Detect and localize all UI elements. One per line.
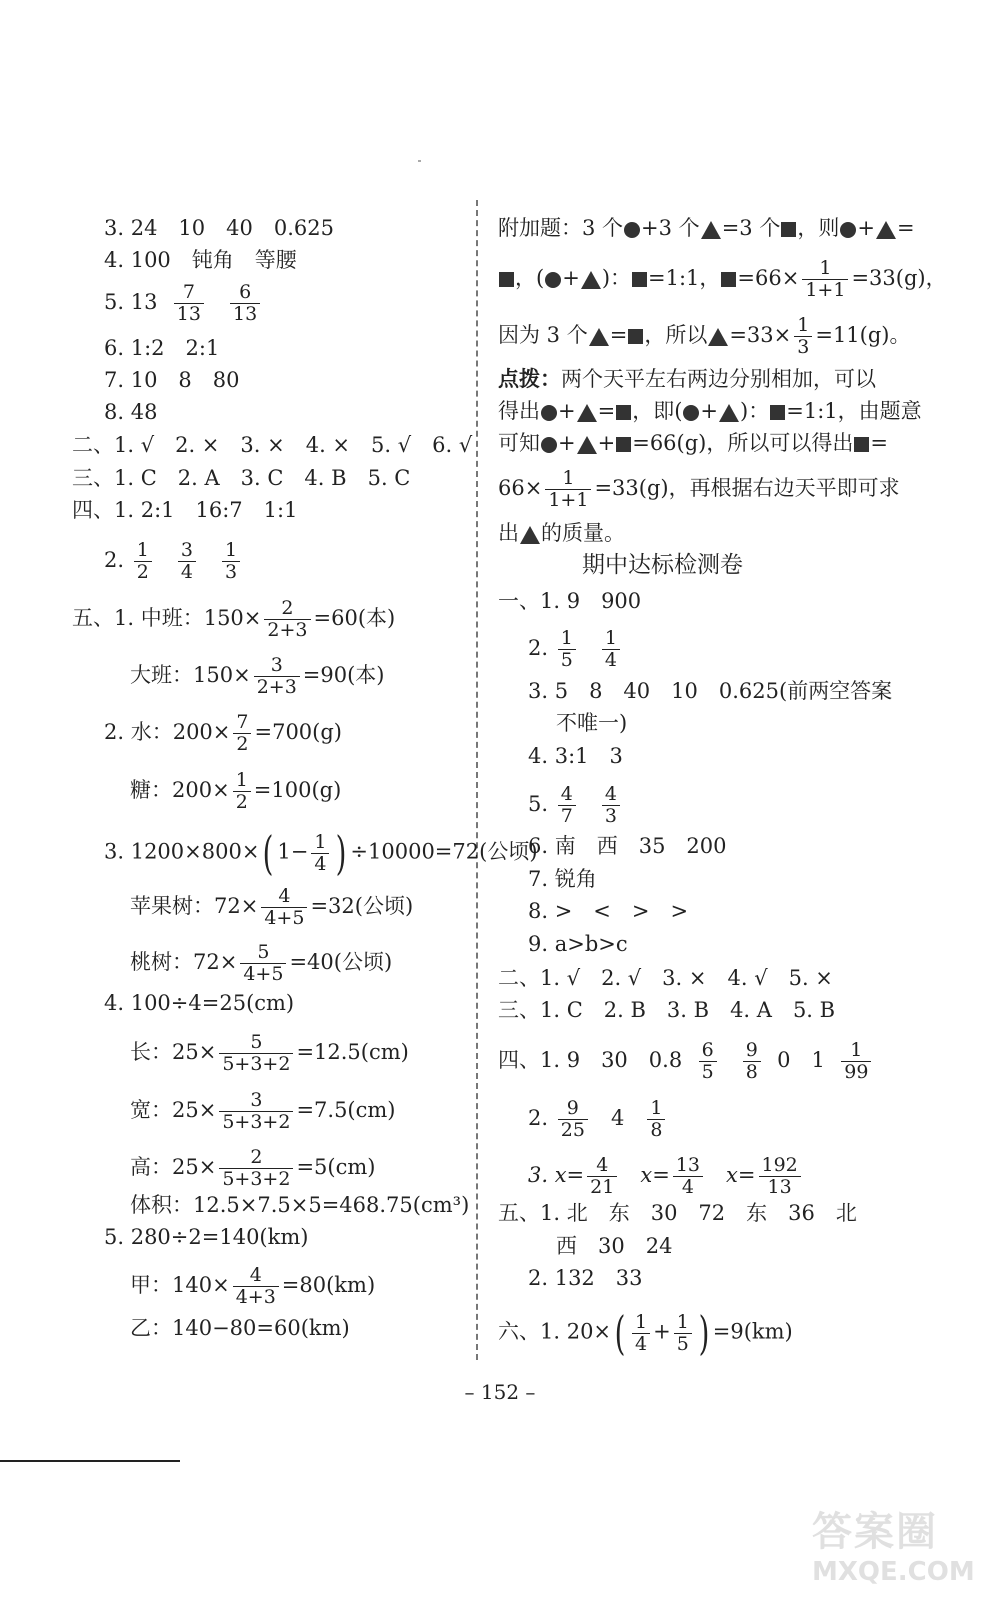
text: 1− [277,839,309,864]
answer-line: 二、1. √ 2. √ 3. × 4. √ 5. × [498,966,833,990]
text: =100(g) [253,778,342,802]
denominator: 5+3+2 [222,1111,291,1133]
answer-line: 4. 100÷4=25(cm) [104,991,295,1015]
text: 5. 13 [104,290,158,314]
text: 长：25× [130,1040,217,1064]
denominator: 5+3+2 [222,1168,291,1190]
text: + [558,431,576,455]
answer-line: 西 30 24 [556,1234,673,1258]
denominator: 2 [236,733,249,755]
denominator: 4 [604,649,617,671]
numerator: 1 [602,628,620,650]
numerator: 2 [264,598,310,620]
text: 大班：150× [130,663,251,687]
paren: ( [263,826,274,880]
hint-label: 点拨： [498,367,561,391]
text: + [700,399,719,423]
denominator: 25 [560,1119,585,1141]
text: =12.5(cm) [296,1040,409,1064]
answer-line: 7. 10 8 80 [104,368,240,392]
numerator: 13 [673,1155,703,1177]
fraction [602,628,620,671]
denominator: 8 [745,1061,758,1083]
circle-icon [840,222,856,238]
answer-line [528,1098,668,1141]
numerator: 1 [647,1098,665,1120]
numerator: 1 [802,258,848,280]
denominator: 2 [235,791,248,813]
text: 两个天平左右两边分别相加，可以 [561,367,876,391]
text: +3 个 [641,216,700,240]
fraction [219,1090,293,1133]
square-icon [632,272,647,287]
numerator: 1 [558,628,576,650]
denominator: 13 [176,303,201,325]
answer-line: 4. 3:1 3 [528,744,623,768]
answer-line: 6. 南 西 35 200 [528,834,727,858]
paren: ) [336,826,347,880]
speck [418,160,421,162]
triangle-icon [876,221,896,239]
text: =90(本) [302,663,385,687]
answer-line [498,1306,793,1360]
denominator: 3 [604,805,617,827]
numerator: 1 [311,832,329,854]
answer-line [498,520,625,546]
answer-line: 6. 1:2 2:1 [104,336,220,360]
triangle-icon [589,328,609,346]
fraction [233,1265,279,1308]
text: =33(g)，再根据右边天平即可求 [594,476,900,500]
fraction [264,598,310,641]
answer-line [130,1147,375,1190]
text: 5. [528,792,549,816]
circle-icon [683,405,699,421]
text: =9(km) [712,1319,793,1344]
numerator: 4 [602,784,620,806]
watermark-cn: 答案圈 [812,1509,938,1555]
bottom-rule [0,1460,180,1462]
numerator: 1 [841,1040,871,1062]
section-title: 期中达标检测卷 [582,552,743,578]
text: 2. [528,636,549,660]
text: 4 [610,1106,625,1130]
text: = [870,431,888,455]
square-icon [628,329,643,344]
text: = [597,399,616,423]
text: ，则 [797,216,840,240]
numerator: 192 [759,1155,801,1177]
text: 2. 水：200× [104,720,231,744]
text: 甲：140× [130,1273,230,1297]
answer-line [528,1155,804,1198]
denominator: 2+3 [267,619,308,641]
text: =11(g)。 [815,323,911,347]
text: =40(公顷) [289,950,393,974]
text: 六、1. 20× [498,1319,612,1344]
answer-line: 一、1. 9 900 [498,589,642,613]
text: =33(g)， [851,266,947,290]
answer-line: 二、1. √ 2. × 3. × 4. × 5. √ 6. √ [72,433,473,457]
text: + [558,399,576,423]
numerator: 1 [233,770,251,792]
answer-line: 5. 280÷2=140(km) [104,1225,309,1249]
fraction [794,315,812,358]
denominator: 99 [844,1061,869,1083]
numerator: 1 [632,1312,650,1334]
text: =5(cm) [296,1155,376,1179]
text: + [857,216,875,240]
denominator: 5+3+2 [222,1053,291,1075]
text: + [597,431,616,455]
text: =80(km) [281,1273,376,1297]
text: 的质量。 [541,521,625,545]
fraction [230,282,260,325]
fraction [602,784,620,827]
fraction [174,282,204,325]
denominator: 4 [180,561,193,583]
denominator: 21 [590,1176,615,1198]
numerator: 4 [587,1155,617,1177]
triangle-icon [577,436,597,454]
fraction [558,784,576,827]
fraction [254,655,300,698]
column-divider [476,200,478,1360]
answer-line [104,540,243,583]
answer-line: 不唯一) [556,711,628,735]
text: ，所以 [644,323,708,347]
text: )： [601,266,632,290]
answer-line: 7. 锐角 [528,867,597,891]
numerator: 1 [794,315,812,337]
text: 因为 3 个 [498,323,588,347]
fraction [134,540,152,583]
answer-line [130,1090,396,1133]
text: 四、1. 9 30 0.8 [498,1048,683,1072]
circle-icon [624,222,640,238]
answer-line [72,598,395,641]
fraction [759,1155,801,1198]
denominator: 4 [634,1332,648,1355]
answer-line: 四、1. 2:1 16:7 1:1 [72,498,298,522]
denominator: 1+1 [805,279,846,301]
fraction [699,1040,717,1083]
watermark-logo [812,1500,982,1590]
text: ÷10000=72(公顷) [350,839,538,864]
fraction [743,1040,761,1083]
answer-line [130,1265,375,1308]
fraction [240,942,286,985]
text: 2. [528,1106,549,1130]
denominator: 13 [233,303,258,325]
text: =66(g)，所以可以得出 [632,431,854,455]
text: =7.5(cm) [296,1098,396,1122]
answer-line: 乙：140−80=60(km) [130,1316,350,1340]
text: =1:1，由题意 [786,399,922,423]
triangle-icon [577,404,597,422]
denominator: 4 [314,852,327,875]
text: x= [726,1163,756,1187]
text: 得出 [498,399,540,423]
answer-line [498,1040,874,1083]
denominator: 8 [650,1119,663,1141]
fraction [673,1155,703,1198]
answer-line: 体积：12.5×7.5×5=468.75(cm³) [130,1193,470,1217]
text: 出 [498,521,519,545]
numerator: 9 [558,1098,588,1120]
answer-line: 三、1. C 2. B 3. B 4. A 5. B [498,998,836,1022]
fraction [233,712,251,755]
answer-line [528,784,623,827]
text: ，即( [632,399,683,423]
denominator: 2+3 [256,676,297,698]
fraction [647,1098,665,1141]
answer-line: 3. 5 8 40 10 0.625(前两空答案 [528,679,893,703]
denominator: 3 [797,336,810,358]
text: 宽：25× [130,1098,217,1122]
denominator: 2 [136,561,149,583]
answer-line: 2. 132 33 [528,1266,643,1290]
numerator: 9 [743,1040,761,1062]
fraction [841,1040,871,1083]
text: 高：25× [130,1155,217,1179]
fraction [178,540,196,583]
answer-line [104,282,263,325]
fraction [222,540,240,583]
text: =700(g) [254,720,342,744]
triangle-icon [520,526,540,544]
numerator: 2 [219,1147,293,1169]
square-icon [721,272,736,287]
text: = [609,323,628,347]
fraction [587,1155,617,1198]
watermark-en: MXQE.COM [812,1557,975,1587]
fraction [632,1312,650,1355]
text: =60(本) [313,606,396,630]
numerator: 7 [233,712,251,734]
fraction [545,468,591,511]
denominator: 7 [560,805,573,827]
triangle-icon [719,404,739,422]
fraction [219,1032,293,1075]
answer-line [130,886,413,929]
fraction [311,832,329,875]
numerator: 3 [219,1090,293,1112]
denominator: 1+1 [548,489,589,511]
paren: ( [614,1306,626,1360]
triangle-icon [581,271,601,289]
text: 2. [104,548,125,572]
numerator: 3 [254,655,300,677]
text: 糖：200× [130,778,230,802]
circle-icon [545,272,561,288]
text: = [896,216,915,240]
answer-line: 4. 100 钝角 等腰 [104,248,297,272]
text: 0 1 [777,1048,825,1072]
numerator: 1 [134,540,152,562]
fraction [233,770,251,813]
answer-line: 8. 48 [104,400,158,424]
paren: ) [698,1306,710,1360]
numerator: 6 [230,282,260,304]
text: 附加题：3 个 [498,216,624,240]
denominator: 4+5 [243,963,284,985]
text: 可知 [498,431,540,455]
answer-line: 五、1. 北 东 30 72 东 36 北 [498,1201,857,1225]
answer-line: 3. 24 10 40 0.625 [104,216,334,240]
numerator: 6 [699,1040,717,1062]
text: =66× [737,266,800,290]
text: ，( [515,266,545,290]
numerator: 4 [261,886,307,908]
circle-icon [541,405,557,421]
text: =32(公顷) [310,894,414,918]
triangle-icon [701,221,721,239]
denominator: 13 [767,1176,792,1198]
answer-line [130,655,385,698]
denominator: 4+5 [264,907,305,929]
text: 桃树：72× [130,950,238,974]
text: + [562,266,580,290]
text: 3. 1200×800× [104,839,260,864]
square-icon [781,222,796,237]
square-icon [499,272,514,287]
answer-line [498,215,915,241]
denominator: 3 [224,561,238,583]
fraction [219,1147,293,1190]
text: + [653,1319,671,1344]
denominator: 4+3 [235,1286,276,1308]
denominator: 4 [681,1176,694,1198]
answer-line: 9. a>b>c [528,932,628,956]
answer-line: 三、1. C 2. A 3. C 4. B 5. C [72,466,411,490]
numerator: 1 [545,468,591,490]
denominator: 5 [560,649,573,671]
answer-line [104,712,342,755]
text: 苹果树：72× [130,894,259,918]
fraction [261,886,307,929]
answer-line [130,1032,409,1075]
answer-line [498,430,888,456]
answer-line: 8. > < > > [528,899,689,923]
text: =33× [729,323,792,347]
fraction [558,628,576,671]
text: )： [740,399,770,423]
square-icon [616,437,631,452]
numerator: 5 [240,942,286,964]
answer-line [498,258,947,301]
fraction [802,258,848,301]
answer-line [528,628,623,671]
text: 五、1. 中班：150× [72,606,262,630]
text: =1:1， [648,266,721,290]
numerator: 1 [674,1312,692,1334]
text: 66× [498,476,543,500]
triangle-icon [708,328,728,346]
answer-line [104,826,538,880]
numerator: 3 [178,540,196,562]
text: 3. x= [528,1163,585,1187]
denominator: 5 [676,1332,689,1355]
square-icon [854,437,869,452]
fraction [674,1312,692,1355]
answer-line [498,468,900,511]
answer-line [130,770,341,813]
fraction [558,1098,588,1141]
numerator: 4 [233,1265,279,1287]
text: =3 个 [721,216,781,240]
answer-line [498,315,911,358]
answer-line [498,398,922,424]
numerator: 5 [219,1032,293,1054]
answer-line [130,942,392,985]
circle-icon [541,437,557,453]
page-number: – 152 – [464,1380,536,1404]
text: x= [640,1163,670,1187]
answer-line [498,366,876,392]
denominator: 5 [701,1061,714,1083]
numerator: 1 [222,540,240,562]
numerator: 7 [174,282,204,304]
square-icon [770,405,785,420]
square-icon [616,405,631,420]
numerator: 4 [558,784,576,806]
